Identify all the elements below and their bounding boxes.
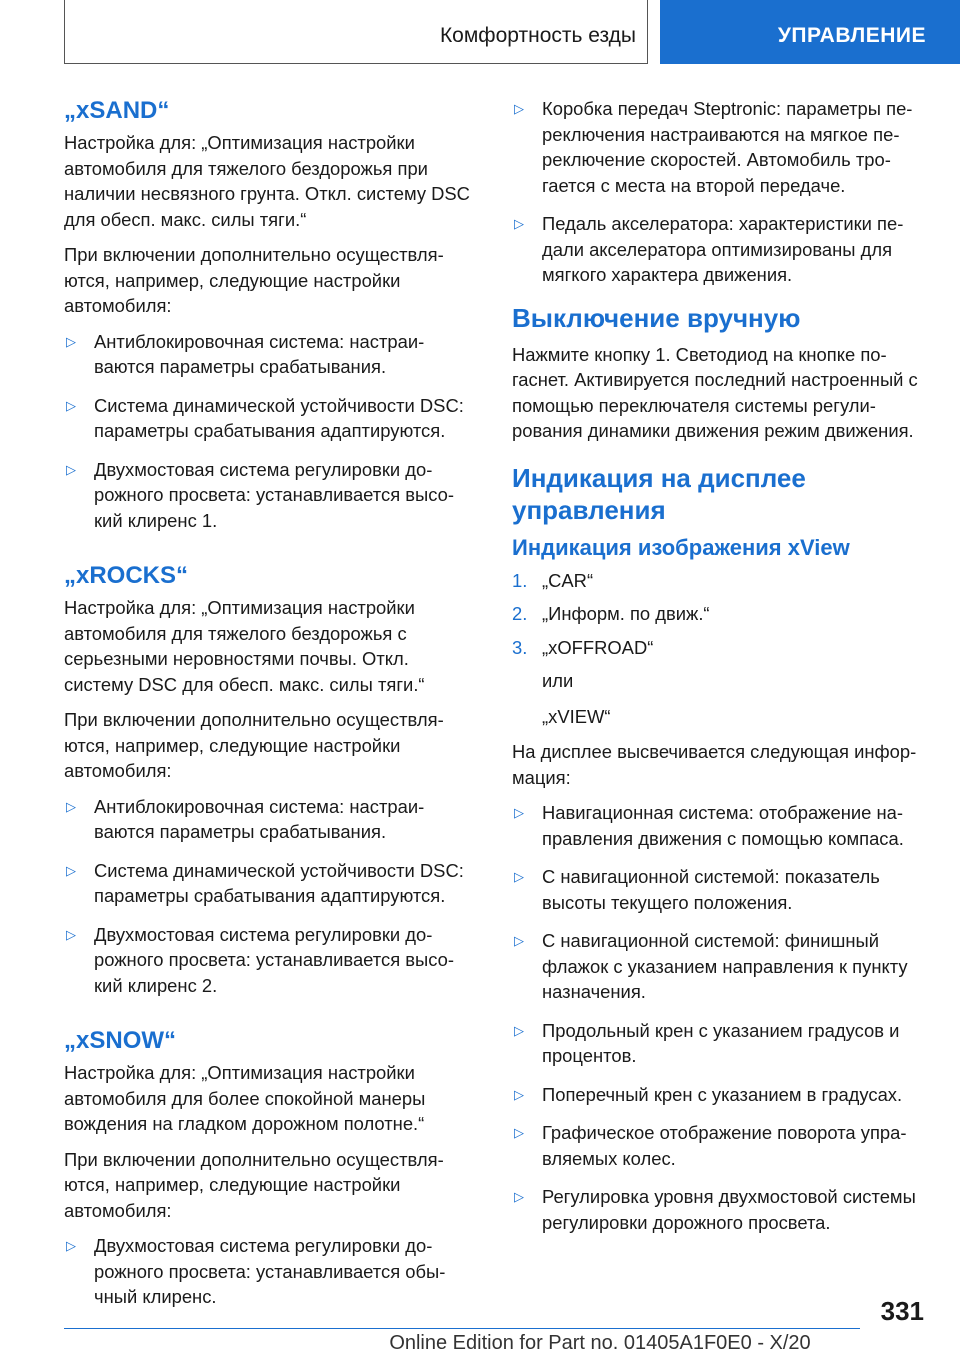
list-item-text: Продольный крен с указанием градусов и процентов. [542,1019,900,1066]
step-text: „xOFFROAD“ [542,636,654,658]
section-intro: При включении дополнительно осуществляются, например, следующие настройки автомобиля: [64,244,444,316]
list-item-text: Педаль акселератора: характеристики педали акселератора оптимизированы для мягкого характера движения. [542,213,904,285]
left-column [64,96,476,1328]
triangle-bullet-icon: ▷ [514,933,524,948]
numbered-steps [512,568,924,661]
list-item-text: Двухмостовая система регулировки дорожного просвета: устанавливается обычный клиренс. [94,1235,446,1307]
bullet-list [64,329,476,534]
section-title: Индикация на дисплее управления [512,462,806,525]
list-item-text: Антиблокировочная система: настраиваются параметры срабатывания. [94,795,425,842]
section-title: „xROCKS“ [64,562,189,589]
bullet-list [64,794,476,999]
section-title: „xSNOW“ [64,1027,177,1054]
section-description: Настройка для: „Оптимизация настройки автомобиля для тяжелого бездорожья с серьезными неровностями почвы. Откл. систему DSC для обесп. макс. силы тяги.“ [64,597,425,695]
section-subtitle: Индикация изображения xView [512,534,850,560]
triangle-bullet-icon: ▷ [514,1086,524,1102]
header-section-title: Комфортность езды [439,24,636,47]
section-title: „xSAND“ [64,97,170,124]
step-number: 3. [512,636,528,658]
step-text: „CAR“ [542,569,594,591]
list-item [512,1184,924,1235]
section-intro: При включении дополнительно осуществляются, например, следующие настройки автомобиля: [64,1148,444,1221]
list-item-text: Графическое отображение поворота управляемых колес. [542,1122,907,1169]
section-xsnow [64,1026,476,1310]
triangle-bullet-icon: ▷ [514,101,524,116]
step-item [512,635,924,661]
alt-step-text: „xVIEW“ [542,705,611,727]
triangle-bullet-icon: ▷ [514,1189,524,1204]
triangle-bullet-icon: ▷ [66,862,76,878]
triangle-bullet-icon: ▷ [66,798,76,814]
section-display [512,462,924,1236]
list-item [64,1233,476,1310]
list-item [64,457,476,534]
page-number: 331 [880,1296,924,1326]
list-item [512,1082,924,1108]
list-item [64,393,476,444]
list-item-text: Система динамической устойчивости DSC: параметры срабатывания адаптируются. [94,859,464,906]
triangle-bullet-icon: ▷ [66,397,76,413]
list-item [512,928,924,1005]
section-title: Выключение вручную [512,302,801,333]
right-column [512,96,924,1253]
footer-rule [64,1328,860,1329]
list-item-text: Коробка передач Steptronic: параметры переключения настраиваются на мягкое переключение скоростей. Автомобиль трогается с места на второй передаче. [542,98,913,196]
bullet-list-continued [512,96,924,288]
list-item [512,1018,924,1069]
footer-edition: Online Edition for Part no. 01405A1F0E0 - X/20 [389,1332,811,1354]
triangle-bullet-icon: ▷ [514,869,524,884]
list-item-text: Двухмостовая система регулировки дорожного просвета: устанавливается высокий клиренс 1. [94,458,455,531]
or-text: или [542,670,574,691]
list-item-text: Антиблокировочная система: настраиваются параметры срабатывания. [94,330,425,377]
list-item [512,864,924,915]
section-manual-off [512,302,924,444]
triangle-bullet-icon: ▷ [66,461,76,477]
list-item-text: Система динамической устойчивости DSC: параметры срабатывания адаптируются. [94,394,464,441]
bullet-list [512,800,924,1235]
list-item [512,800,924,851]
step-text: „Информ. по движ.“ [542,603,710,624]
list-item-text: Двухмостовая система регулировки дорожного просвета: устанавливается высокий клиренс 2. [94,923,455,996]
step-item [512,568,924,594]
triangle-bullet-icon: ▷ [66,333,76,349]
triangle-bullet-icon: ▷ [66,926,76,942]
list-item [64,922,476,999]
list-item [512,211,924,288]
step-number: 1. [512,569,528,591]
triangle-bullet-icon: ▷ [514,1022,524,1038]
list-item [512,96,924,198]
list-item [64,858,476,909]
header-chapter-tab: УПРАВЛЕНИЕ [660,0,960,64]
triangle-bullet-icon: ▷ [514,216,524,231]
list-item-text: Поперечный крен с указанием в градусах. [542,1083,903,1105]
section-intro: При включении дополнительно осуществляются, например, следующие настройки автомобиля: [64,709,444,781]
section-description: Настройка для: „Оптимизация настройки автомобиля для более спокойной манеры вождения на гладком дорожном полотне.“ [64,1062,426,1134]
triangle-bullet-icon: ▷ [66,1238,76,1253]
section-text: Нажмите кнопку 1. Светодиод на кнопке погаснет. Активируется последний настроенный с помощью переключателя системы регулирования динамики движения режим движения. [512,343,918,441]
display-intro: На дисплее высвечивается следующая информация: [512,741,917,788]
list-item-text: С навигационной системой: финишный флажок с указанием направления к пункту назначения. [542,930,908,1002]
bullet-list [64,1233,476,1310]
list-item [512,1120,924,1171]
list-item [64,329,476,380]
step-item [512,601,924,627]
section-xrocks [64,561,476,998]
list-item-text: С навигационной системой: показатель высоты текущего положения. [542,866,880,913]
list-item-text: Регулировка уровня двухмостовой системы регулировки дорожного просвета. [542,1186,916,1233]
section-xsand [64,96,476,533]
step-number: 2. [512,603,528,624]
triangle-bullet-icon: ▷ [514,1125,524,1140]
list-item [64,794,476,845]
list-item-text: Навигационная система: отображение направления движения с помощью компаса. [542,802,904,849]
section-description: Настройка для: „Оптимизация настройки автомобиля для тяжелого бездорожья при наличии несвязного грунта. Откл. систему DSC для обесп. макс. силы тяги.“ [64,132,470,230]
triangle-bullet-icon: ▷ [514,805,524,820]
